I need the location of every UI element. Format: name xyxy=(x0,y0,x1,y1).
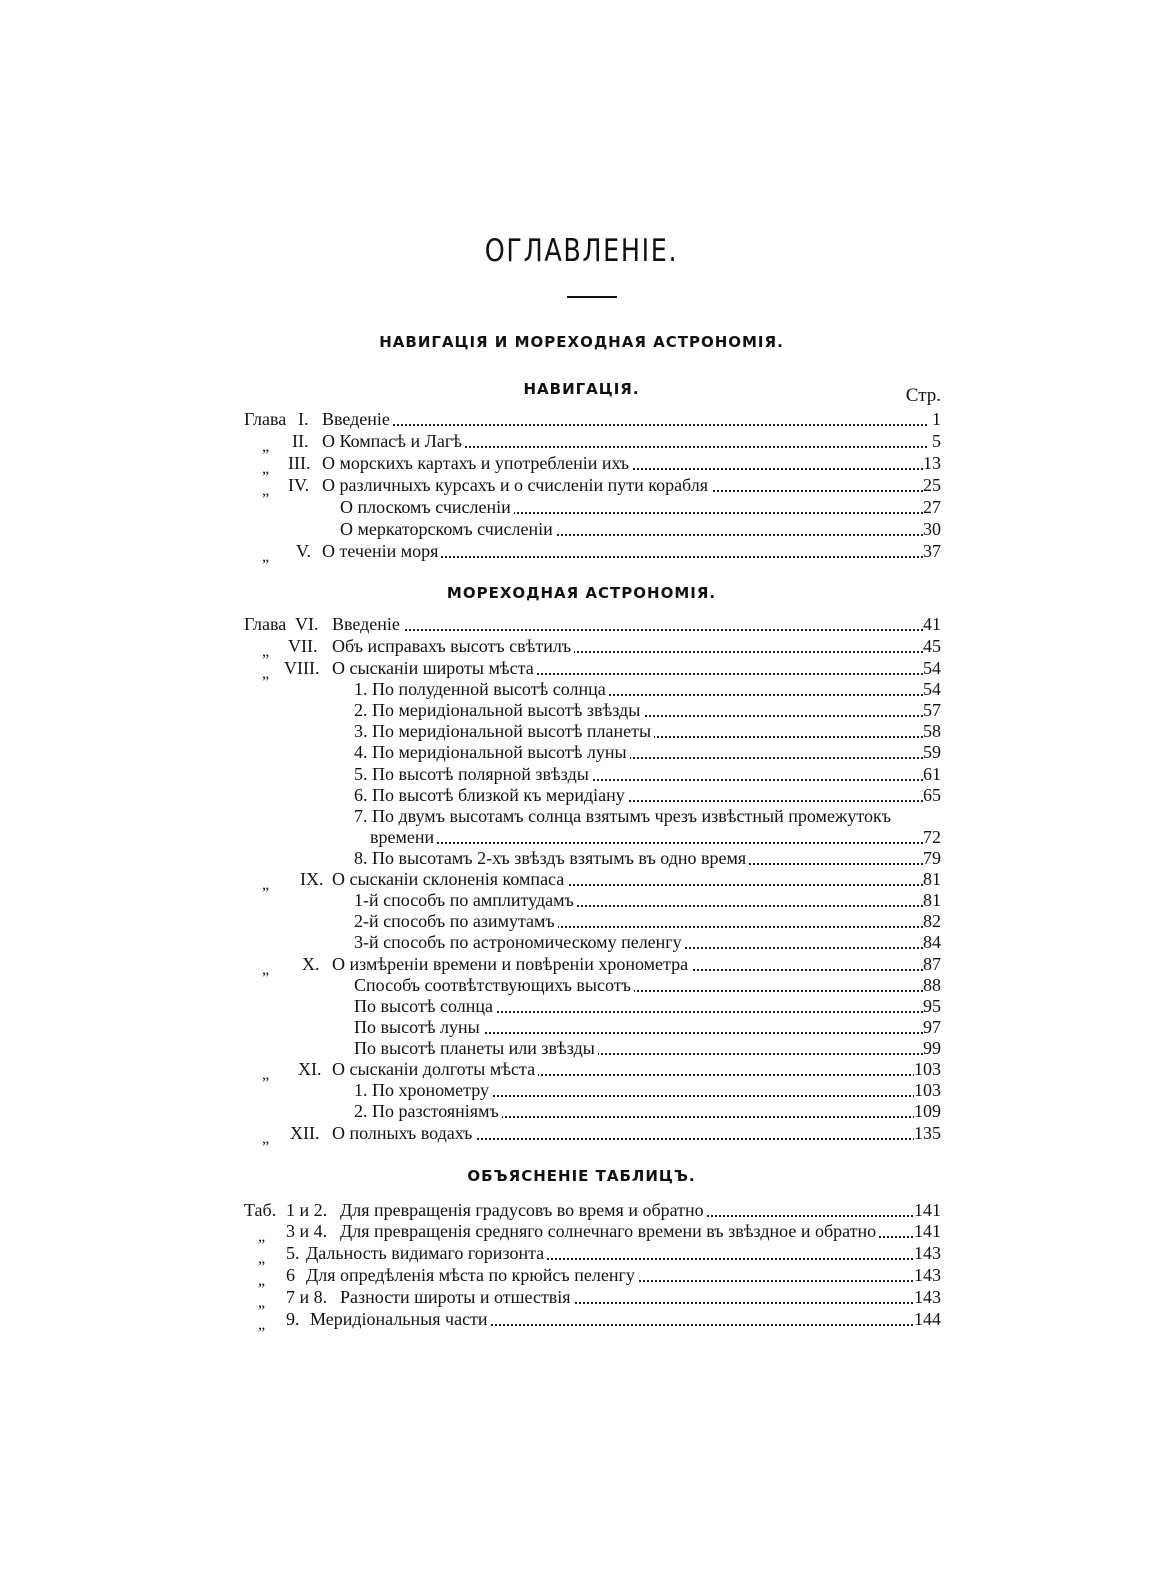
ditto-mark: „ xyxy=(262,665,270,682)
nav-section-title: НАВИГАЦІЯ. xyxy=(523,380,640,398)
table-number: 1 и 2. xyxy=(286,1200,328,1220)
page-title: ОГЛАВЛЕНІЕ. xyxy=(484,233,679,269)
entry-text: 1. По хронометру xyxy=(354,1080,492,1100)
toc-entry xyxy=(0,785,1163,806)
entry-page: 95 xyxy=(923,996,941,1016)
entry-page: 59 xyxy=(923,742,941,762)
table-number: 7 и 8. xyxy=(286,1287,328,1307)
chapter-number: VII. xyxy=(288,636,318,656)
toc-entry xyxy=(0,806,1163,827)
entry-page: 84 xyxy=(923,932,941,952)
toc-entry xyxy=(0,1038,1163,1059)
toc-entry xyxy=(0,869,1163,893)
entry-page: 65 xyxy=(923,785,941,805)
toc-entry xyxy=(0,658,1163,682)
entry-page: 88 xyxy=(923,975,941,995)
entry-text: О сысканіи широты мѣста xyxy=(332,658,537,678)
entry-text: Меридіональныя части xyxy=(310,1309,491,1329)
ditto-mark: „ xyxy=(262,482,270,499)
entry-text: 3-й способъ по астрономическому пеленгу xyxy=(354,932,685,952)
entry-page: 143 xyxy=(914,1265,941,1285)
toc-entry xyxy=(0,975,1163,996)
entry-text: Способъ соотвѣтствующихъ высотъ xyxy=(354,975,634,995)
chapter-word: Глава xyxy=(244,409,287,429)
entry-page: 144 xyxy=(914,1309,941,1329)
chapter-number: VIII. xyxy=(284,658,320,678)
entry-page: 109 xyxy=(914,1101,941,1121)
table-number: 5. xyxy=(286,1243,300,1263)
entry-page: 45 xyxy=(923,636,941,656)
entry-page: 87 xyxy=(923,954,941,974)
toc-entry xyxy=(0,679,1163,700)
toc-entry xyxy=(0,541,1163,565)
entry-page: 103 xyxy=(914,1059,941,1079)
toc-entry xyxy=(0,954,1163,978)
toc-entry xyxy=(0,1309,1163,1333)
entry-page: 54 xyxy=(923,658,941,678)
table-word: Таб. xyxy=(244,1200,277,1220)
entry-page: 79 xyxy=(923,848,941,868)
chapter-number: XI. xyxy=(298,1059,322,1079)
chapter-word: Глава xyxy=(244,614,287,634)
ditto-mark: „ xyxy=(262,1130,270,1147)
entry-text: О сысканіи долготы мѣста xyxy=(332,1059,538,1079)
entry-page: 54 xyxy=(923,679,941,699)
entry-page: 1 xyxy=(932,409,941,429)
toc-entry xyxy=(0,1080,1163,1101)
entry-text: О различныхъ курсахъ и о счисленіи пути корабля xyxy=(322,475,711,495)
tables-section-title: ОБЪЯСНЕНІЕ ТАБЛИЦЪ. xyxy=(467,1167,696,1185)
toc-entry xyxy=(0,911,1163,932)
toc-entry xyxy=(0,497,1163,518)
entry-page: 143 xyxy=(914,1287,941,1307)
ditto-mark: „ xyxy=(258,1294,266,1311)
entry-text: 8. По высотамъ 2-хъ звѣздъ взятымъ въ одно время xyxy=(354,848,749,868)
entry-text: 2. По разстояніямъ xyxy=(354,1101,502,1121)
entry-text: Введеніе xyxy=(322,409,393,429)
title-rule xyxy=(567,296,617,298)
entry-text: Для превращенія градусовъ во время и обратно xyxy=(340,1200,707,1220)
toc-entry xyxy=(0,996,1163,1017)
chapter-number: X. xyxy=(302,954,320,974)
toc-entry xyxy=(0,1101,1163,1122)
ditto-mark: „ xyxy=(262,876,270,893)
entry-page: 141 xyxy=(914,1200,941,1220)
toc-entry xyxy=(0,431,1163,455)
toc-entry xyxy=(0,1221,1163,1245)
ditto-mark: „ xyxy=(262,961,270,978)
toc-entry xyxy=(0,1265,1163,1289)
chapter-number: II. xyxy=(292,431,309,451)
toc-entry xyxy=(0,742,1163,763)
chapter-number: V. xyxy=(296,541,312,561)
ditto-mark: „ xyxy=(262,1066,270,1083)
entry-page: 61 xyxy=(923,764,941,784)
chapter-number: III. xyxy=(288,453,311,473)
entry-text: О меркаторскомъ счисленіи xyxy=(340,519,556,539)
entry-page: 82 xyxy=(923,911,941,931)
ditto-mark: „ xyxy=(262,438,270,455)
chapter-number: IX. xyxy=(300,869,324,889)
toc-entry xyxy=(0,453,1163,477)
entry-page: 58 xyxy=(923,721,941,741)
page-column-label: Стр. xyxy=(905,385,941,406)
entry-text: О плоскомъ счисленіи xyxy=(340,497,514,517)
astro-section-title: МОРЕХОДНАЯ АСТРОНОМІЯ. xyxy=(446,584,717,602)
entry-page: 41 xyxy=(923,614,941,634)
entry-text: 3. По меридіональной высотѣ планеты xyxy=(354,721,654,741)
entry-text: О сысканіи склоненія компаса xyxy=(332,869,567,889)
toc-entry xyxy=(0,1123,1163,1147)
entry-page: 13 xyxy=(923,453,941,473)
entry-text: Дальность видимаго горизонта xyxy=(306,1243,547,1263)
ditto-mark: „ xyxy=(262,643,270,660)
toc-entry xyxy=(0,700,1163,721)
toc-entry xyxy=(0,1200,1163,1221)
entry-page: 99 xyxy=(923,1038,941,1058)
entry-text: Для превращенія средняго солнечнаго времени въ звѣздное и обратно xyxy=(340,1221,879,1241)
entry-page: 81 xyxy=(923,869,941,889)
entry-text: О измѣреніи времени и повѣреніи хронометра xyxy=(332,954,691,974)
toc-entry xyxy=(0,890,1163,911)
entry-page: 57 xyxy=(923,700,941,720)
entry-text: О Компасѣ и Лагѣ xyxy=(322,431,465,451)
ditto-mark: „ xyxy=(258,1272,266,1289)
toc-entry xyxy=(0,636,1163,660)
entry-page: 97 xyxy=(923,1017,941,1037)
toc-entry xyxy=(0,475,1163,499)
table-number: 6 xyxy=(286,1265,295,1285)
entry-text: По высотѣ солнца xyxy=(354,996,496,1016)
chapter-number: XII. xyxy=(290,1123,320,1143)
toc-entry xyxy=(0,1059,1163,1083)
ditto-mark: „ xyxy=(258,1228,266,1245)
toc-entry xyxy=(0,614,1163,635)
table-number: 3 и 4. xyxy=(286,1221,328,1241)
entry-page: 27 xyxy=(923,497,941,517)
entry-text: 1. По полуденной высотѣ солнца xyxy=(354,679,609,699)
entry-page: 143 xyxy=(914,1243,941,1263)
entry-text: По высотѣ луны xyxy=(354,1017,483,1037)
ditto-mark: „ xyxy=(262,460,270,477)
entry-text: времени xyxy=(370,827,437,847)
entry-text: 4. По меридіональной высотѣ луны xyxy=(354,742,630,762)
entry-text: Объ исправахъ высотъ свѣтилъ xyxy=(332,636,574,656)
entry-text: По высотѣ планеты или звѣзды xyxy=(354,1038,598,1058)
toc-entry xyxy=(0,1243,1163,1267)
entry-page: 141 xyxy=(914,1221,941,1241)
chapter-number: I. xyxy=(298,409,309,429)
entry-text: 6. По высотѣ близкой къ меридіану xyxy=(354,785,628,805)
entry-text: 2. По меридіональной высотѣ звѣзды xyxy=(354,700,643,720)
table-number: 9. xyxy=(286,1309,300,1329)
toc-entry xyxy=(0,848,1163,869)
toc-entry xyxy=(0,932,1163,953)
ditto-mark: „ xyxy=(258,1250,266,1267)
entry-text: О теченіи моря xyxy=(322,541,441,561)
entry-page: 135 xyxy=(914,1123,941,1143)
entry-text: О полныхъ водахъ xyxy=(332,1123,475,1143)
toc-entry xyxy=(0,409,1163,430)
toc-entry xyxy=(0,827,1163,848)
entry-text: О морскихъ картахъ и употребленіи ихъ xyxy=(322,453,632,473)
entry-text: 7. По двумъ высотамъ солнца взятымъ чрезъ извѣстный промежутокъ xyxy=(354,806,892,826)
entry-text: Введеніе xyxy=(332,614,403,634)
part-title: НАВИГАЦІЯ И МОРЕХОДНАЯ АСТРОНОМІЯ. xyxy=(379,333,784,351)
entry-page: 25 xyxy=(923,475,941,495)
toc-entry xyxy=(0,519,1163,540)
toc-entry xyxy=(0,721,1163,742)
entry-page: 37 xyxy=(923,541,941,561)
entry-page: 81 xyxy=(923,890,941,910)
entry-page: 30 xyxy=(923,519,941,539)
entry-text: Разности широты и отшествія xyxy=(340,1287,574,1307)
entry-text: 5. По высотѣ полярной звѣзды xyxy=(354,764,592,784)
toc-entry xyxy=(0,1017,1163,1038)
entry-text: 2-й способъ по азимутамъ xyxy=(354,911,558,931)
entry-text: Для опредѣленія мѣста по крюйсъ пеленгу xyxy=(306,1265,638,1285)
entry-page: 72 xyxy=(923,827,941,847)
entry-page: 5 xyxy=(932,431,941,451)
entry-page: 103 xyxy=(914,1080,941,1100)
toc-entry xyxy=(0,1287,1163,1311)
toc-entry xyxy=(0,764,1163,785)
ditto-mark: „ xyxy=(262,548,270,565)
entry-text: 1-й способъ по амплитудамъ xyxy=(354,890,577,910)
chapter-number: VI. xyxy=(295,614,319,634)
ditto-mark: „ xyxy=(258,1316,266,1333)
chapter-number: IV. xyxy=(288,475,310,495)
